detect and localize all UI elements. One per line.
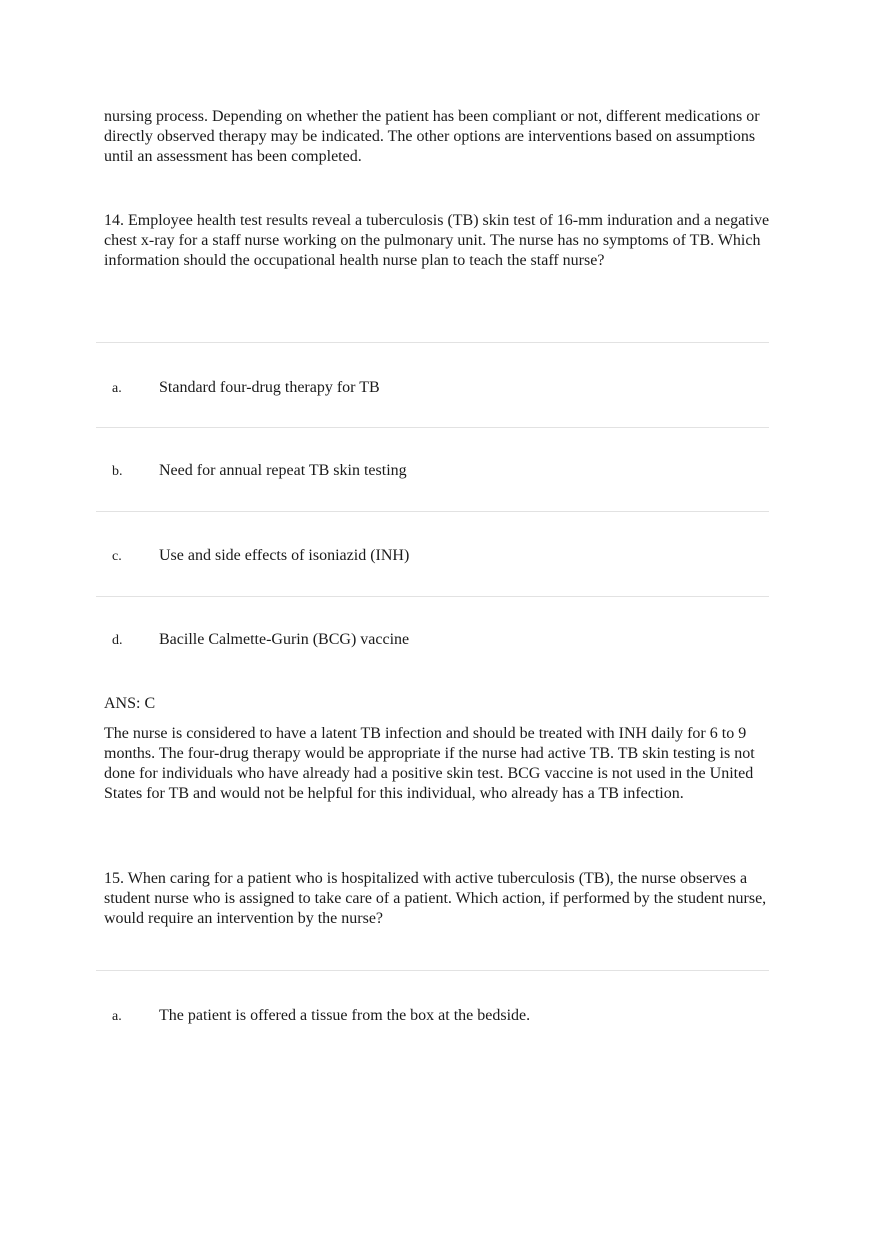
- option-letter: c.: [112, 549, 122, 564]
- option-divider: [96, 970, 769, 971]
- question-14-answer: ANS: C: [104, 695, 156, 712]
- option-text: Need for annual repeat TB skin testing: [159, 462, 407, 479]
- option-text: The patient is offered a tissue from the box at the bedside.: [159, 1007, 531, 1024]
- option-divider: [96, 342, 769, 343]
- intro-rationale: nursing process. Depending on whether the patient has been compliant or not, different medications or directly observed therapy may be indicated. The other options are interventions based on assumptions until an assessment has been completed.: [104, 108, 760, 165]
- option-divider: [96, 596, 769, 597]
- option-text: Standard four-drug therapy for TB: [159, 379, 380, 396]
- question-14-stem: 14. Employee health test results reveal a tuberculosis (TB) skin test of 16-mm induration and a negative chest x-ray for a staff nurse working on the pulmonary unit. The nurse has no symptoms of TB. Which information should the occupational health nurse plan to teach the staff nurse?: [104, 212, 770, 269]
- option-divider: [96, 427, 769, 428]
- option-text: Use and side effects of isoniazid (INH): [159, 547, 410, 564]
- option-text: Bacille Calmette-Gurin (BCG) vaccine: [159, 631, 410, 648]
- option-letter: a.: [112, 381, 122, 396]
- option-letter: b.: [112, 464, 123, 479]
- question-15-stem: 15. When caring for a patient who is hospitalized with active tuberculosis (TB), the nurse observes a student nurse who is assigned to take care of a patient. Which action, if performed by the student nurse, would require an intervention by the nurse?: [104, 870, 767, 927]
- question-14-rationale: The nurse is considered to have a latent TB infection and should be treated with INH daily for 6 to 9 months. The four-drug therapy would be appropriate if the nurse had active TB. TB skin testing is not done for individuals who have already had a positive skin test. BCG vaccine is not used in the United States for TB and would not be helpful for this individual, who already has a TB infection.: [104, 725, 755, 802]
- option-letter: a.: [112, 1009, 122, 1024]
- option-letter: d.: [112, 633, 123, 648]
- option-divider: [96, 511, 769, 512]
